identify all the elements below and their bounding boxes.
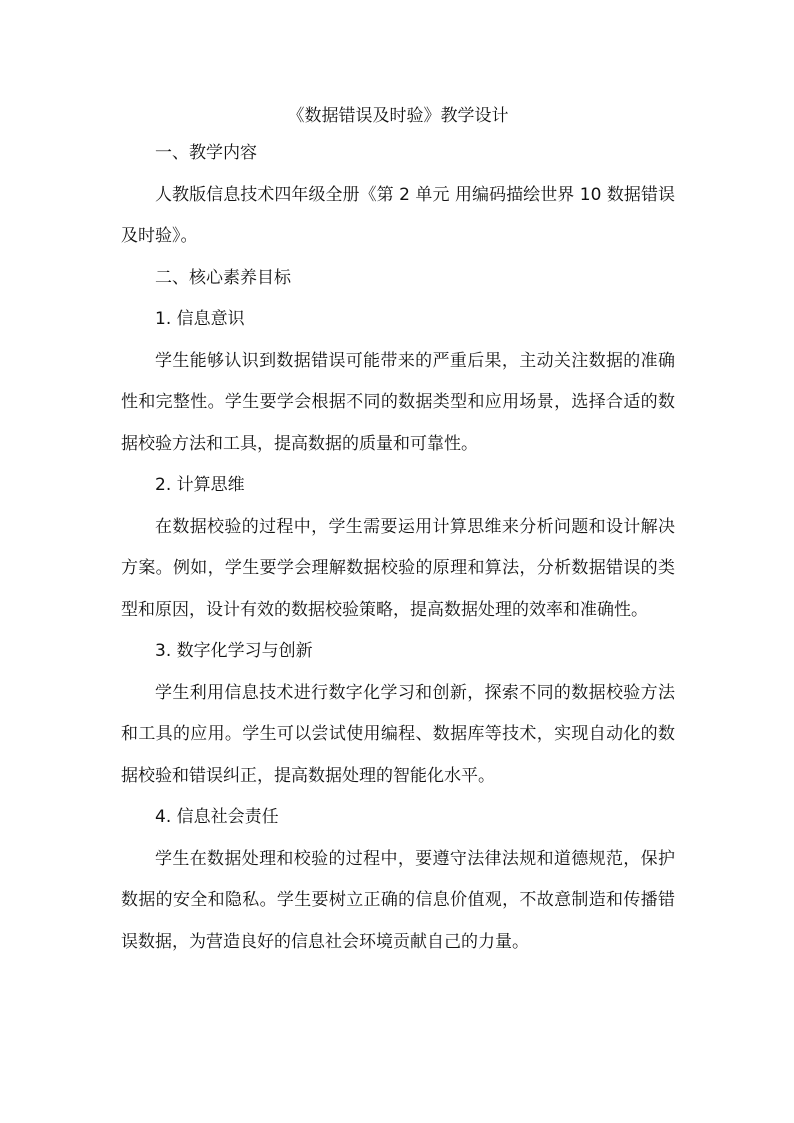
paragraph-information-social-responsibility: 学生在数据处理和校验的过程中，要遵守法律法规和道德规范，保护数据的安全和隐私。学生要树立正确的信息价值观，不故意制造和传播错误数据，为营造良好的信息社会环境贡献自己的力量。: [121, 848, 675, 952]
paragraph-textbook-reference: 人教版信息技术四年级全册《第 2 单元 用编码描绘世界 10 数据错误及时验》。: [121, 184, 675, 246]
document-title: 《数据错误及时验》教学设计: [287, 106, 509, 126]
section-heading-teaching-content: 一、教学内容: [155, 143, 257, 163]
paragraph-computational-thinking: 在数据校验的过程中，学生需要运用计算思维来分析问题和设计解决方案。例如，学生要学会理解数据校验的原理和算法，分析数据错误的类型和原因，设计有效的数据校验策略，提高数据处理的效率和准确性。: [121, 516, 675, 620]
paragraph-digital-learning-innovation: 学生利用信息技术进行数字化学习和创新，探索不同的数据校验方法和工具的应用。学生可以尝试使用编程、数据库等技术，实现自动化的数据校验和错误纠正，提高数据处理的智能化水平。: [121, 682, 675, 786]
subheading-digital-learning-innovation: 3. 数字化学习与创新: [155, 641, 313, 661]
subheading-information-awareness: 1. 信息意识: [155, 309, 245, 329]
paragraph-information-awareness: 学生能够认识到数据错误可能带来的严重后果，主动关注数据的准确性和完整性。学生要学会根据不同的数据类型和应用场景，选择合适的数据校验方法和工具，提高数据的质量和可靠性。: [121, 350, 675, 454]
document-body: [121, 100, 675, 963]
section-heading-core-literacy-goals: 二、核心素养目标: [155, 267, 291, 288]
subheading-information-social-responsibility: 4. 信息社会责任: [155, 807, 279, 827]
subheading-computational-thinking: 2. 计算思维: [155, 475, 245, 495]
